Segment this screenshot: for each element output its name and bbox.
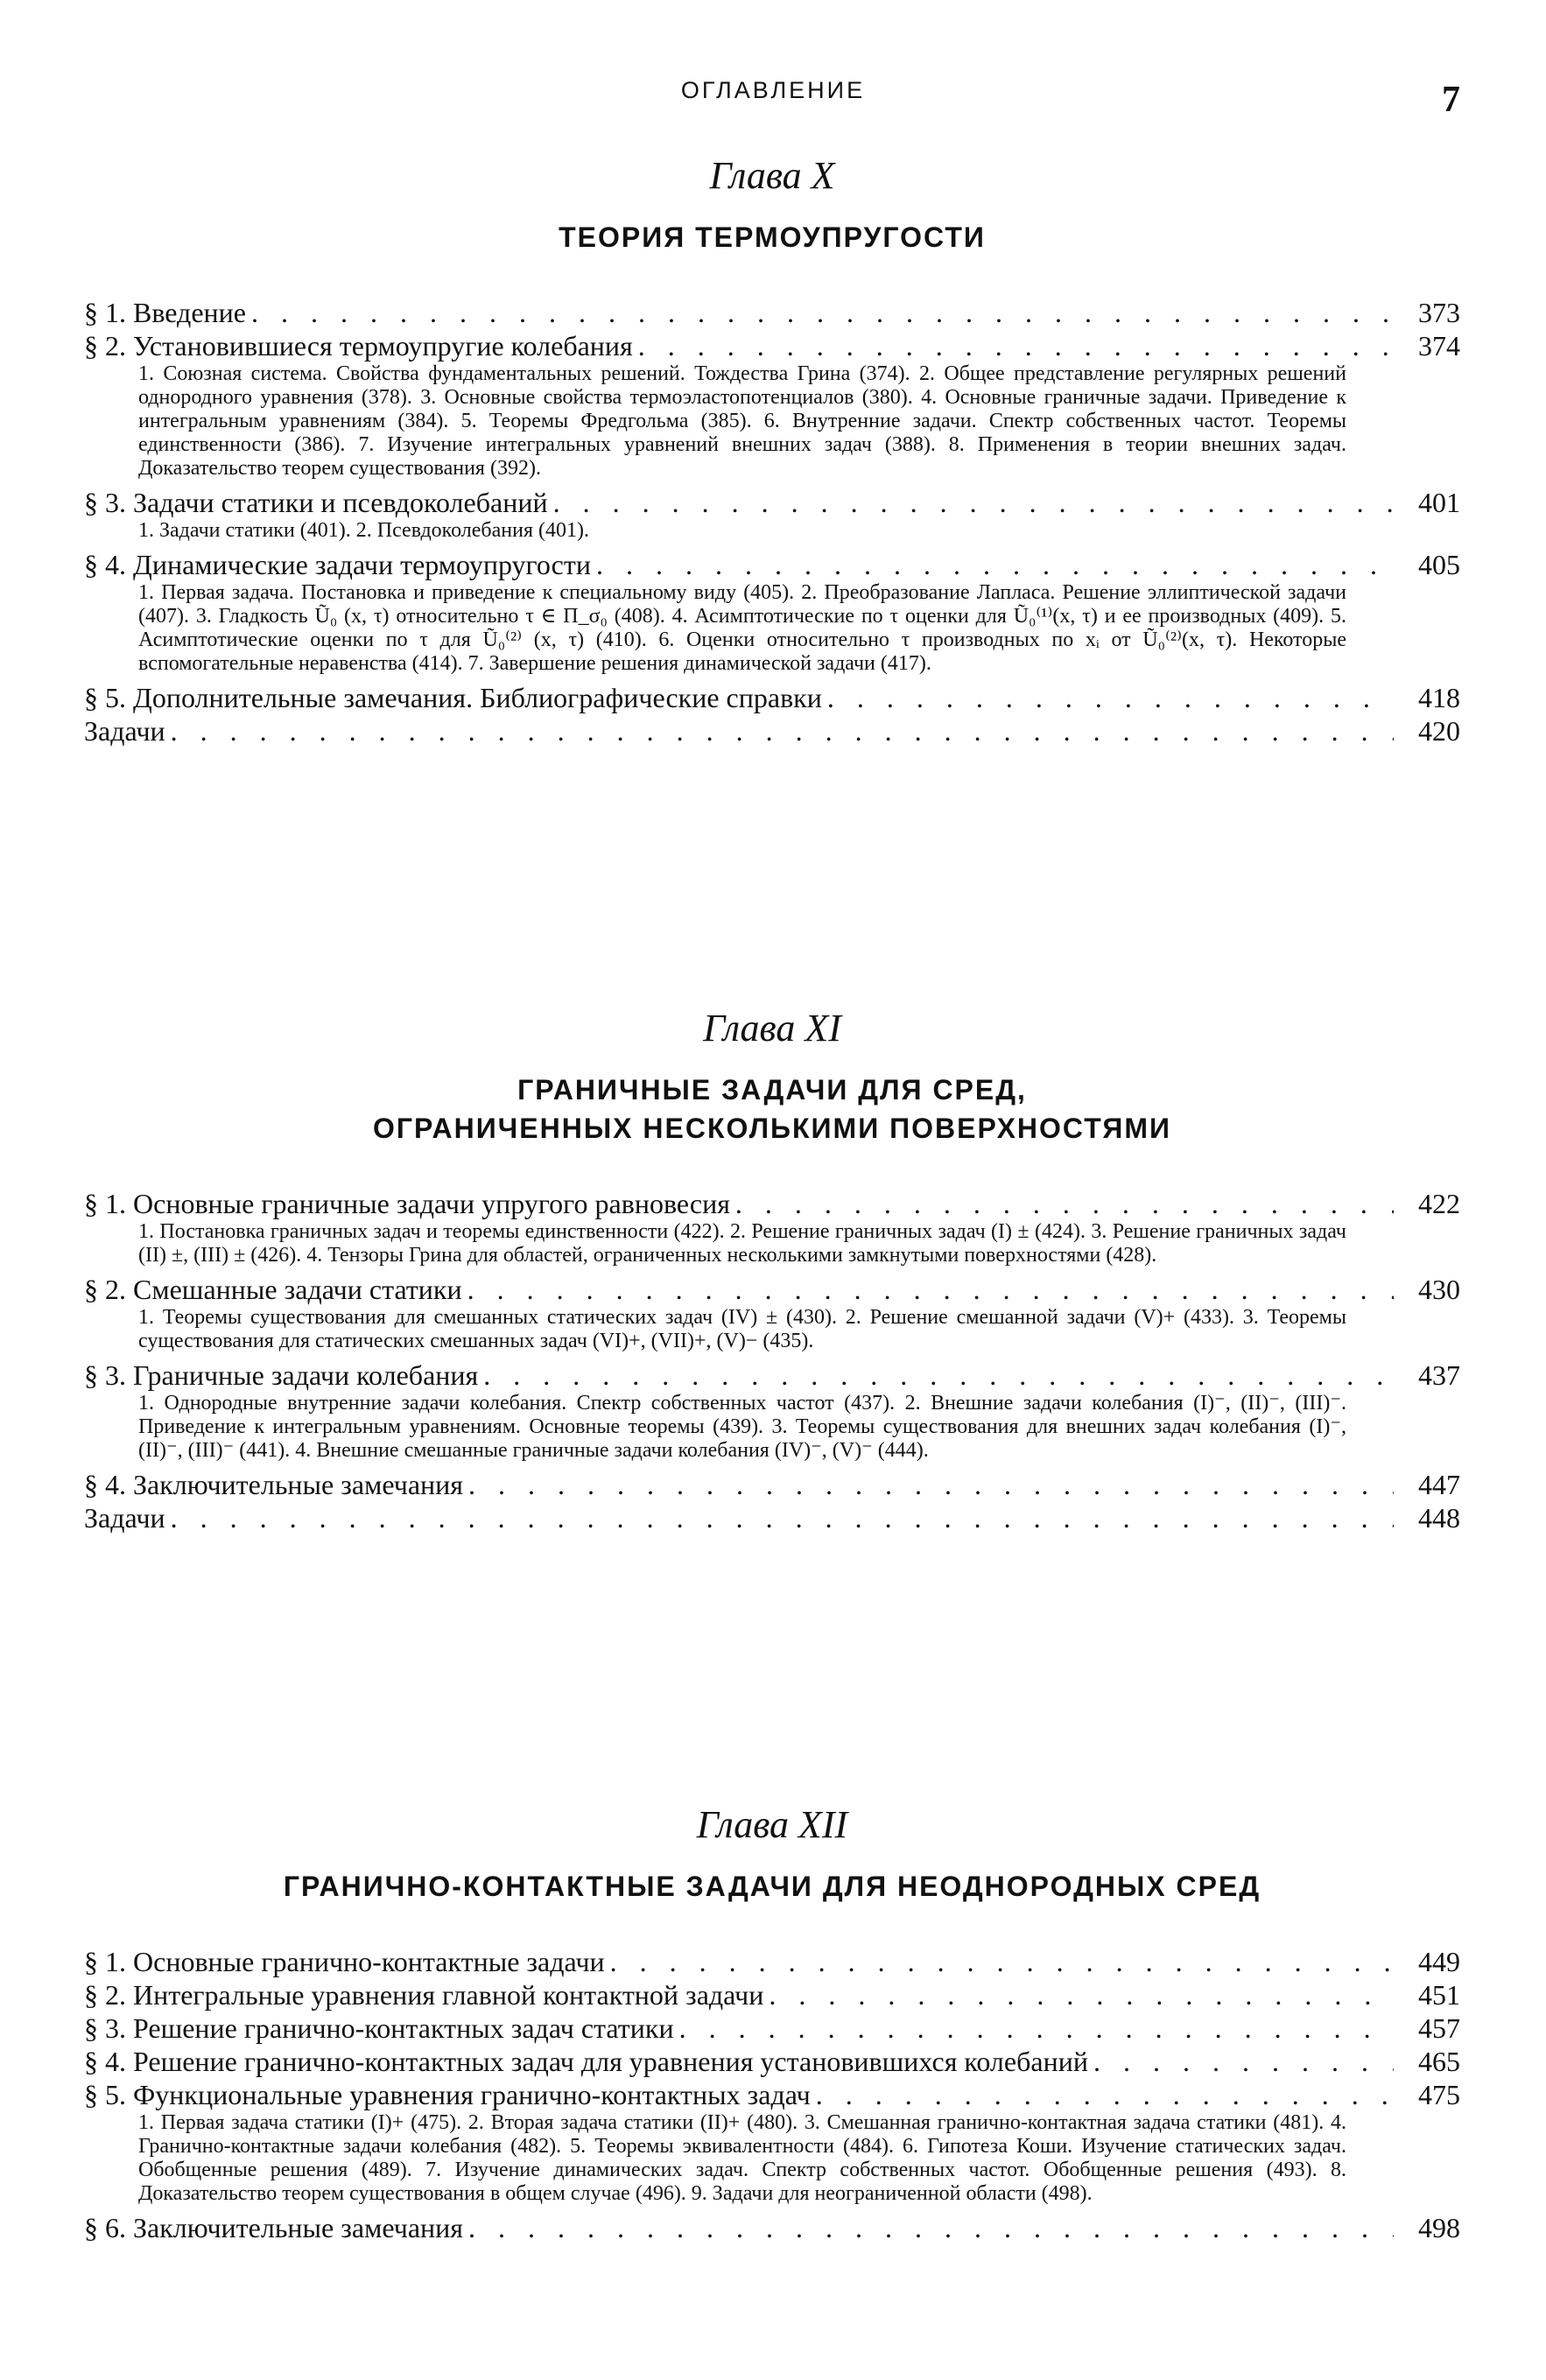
entry-subsections: 1. Постановка граничных задач и теоремы единственности (422). 2. Решение граничных задач (I) ± (424). 3. Решение граничных задач (II) ±, (III) ± (426). 4. Тензоры Грина для областей, ограниченных несколькими замкнутыми поверхностями (428).: [138, 1220, 1346, 1267]
entry-title: § 3. Решение гранично-контактных задач статики: [84, 2012, 674, 2044]
toc-entry[interactable]: [84, 1945, 1460, 1978]
chapter-label: Глава XI: [703, 1007, 841, 1050]
dot-leader: [171, 714, 1394, 748]
toc-entry[interactable]: [84, 1468, 1460, 1501]
toc-entry[interactable]: [84, 1358, 1460, 1392]
chapter-12: [84, 1803, 1460, 2244]
entry-page: 465: [1418, 2046, 1460, 2077]
dot-leader: [827, 681, 1394, 714]
entry-page: 447: [1418, 1469, 1460, 1500]
entry-page: 401: [1418, 487, 1460, 518]
chapter-title-line-2: ОГРАНИЧЕННЫХ НЕСКОЛЬКИМИ ПОВЕРХНОСТЯМИ: [372, 1113, 1171, 1144]
entry-subsections: 1. Первая задача статики (I)+ (475). 2. Вторая задача статики (II)+ (480). 3. Смешанная гранично-контактная задача статики (481). 4. Гранично-контактные задачи колебания (482). 5. Теоремы эквивалентности (484). 6. Гипотеза Коши. Изучение статических задач. Обобщенные решения (489). 7. Изучение динамических задач. Спектр собственных частот. Обобщенные решения (493). 8. Доказательство теорем существования в общем случае (496). 9. Задачи для неограниченной области (498).: [138, 2111, 1346, 2205]
chapter-label: Глава XII: [696, 1803, 848, 1846]
chapter-10: [84, 154, 1460, 748]
entry-page: 498: [1418, 2212, 1460, 2243]
entry-page: 418: [1418, 682, 1460, 713]
entry-subsections: 1. Первая задача. Постановка и приведение к специальному виду (405). 2. Преобразование Лапласа. Решение эллиптической задачи (407). 3. Гладкость Ũ₀ (x, τ) относительно τ ∈ Π_σ₀ (408). 4. Асимптотические по τ оценки для Ũ₀⁽¹⁾(x, τ) и ее производных (409). 5. Асимптотические оценки по τ для Ũ₀⁽²⁾ (x, τ) (410). 6. Оценки относительно τ производных по xᵢ от Ũ₀⁽²⁾(x, τ). Некоторые вспомогательные неравенства (414). 7. Завершение решения динамической задачи (417).: [138, 581, 1347, 675]
toc-entry[interactable]: [84, 714, 1460, 748]
toc-entry[interactable]: [84, 2211, 1460, 2244]
entry-page: 430: [1418, 1274, 1460, 1305]
entry-subsections: 1. Задачи статики (401). 2. Псевдоколебания (401).: [138, 519, 589, 542]
dot-leader: [171, 1501, 1394, 1534]
chapter-title-line-1: ГРАНИЧНЫЕ ЗАДАЧИ ДЛЯ СРЕД,: [517, 1074, 1027, 1106]
toc-entry[interactable]: [84, 1187, 1460, 1220]
toc-entry[interactable]: [84, 2078, 1460, 2111]
entry-page: 448: [1418, 1502, 1460, 1534]
toc-entry[interactable]: [84, 1501, 1460, 1534]
entry-title: Задачи: [84, 715, 165, 747]
dot-leader: [596, 548, 1394, 581]
chapter-entries: [84, 296, 1460, 748]
chapter-11: [84, 1007, 1460, 1534]
page-number: 7: [1442, 80, 1460, 120]
toc-entry[interactable]: [84, 1978, 1460, 2011]
entry-title: § 3. Граничные задачи колебания: [84, 1359, 479, 1391]
dot-leader: [553, 486, 1394, 519]
entry-page: 422: [1418, 1188, 1460, 1219]
entry-subsections: 1. Союзная система. Свойства фундаментальных решений. Тождества Грина (374). 2. Общее представление регулярных решений однородного уравнения (378). 3. Основные свойства термоэластопотенциалов (380). 4. Основные граничные задачи. Приведение к интегральным уравнениям (384). 5. Теоремы Фредгольма (385). 6. Внутренние задачи. Спектр собственных частот. Теоремы единственности (386). 7. Изучение интегральных уравнений внешних задач (388). 8. Применения в теории внешних задач. Доказательство теорем существования (392).: [138, 362, 1346, 480]
chapter-label: Глава X: [709, 154, 835, 197]
entry-page: 437: [1418, 1359, 1460, 1391]
entry-title: § 1. Введение: [84, 297, 246, 328]
entry-page: 420: [1418, 715, 1460, 747]
entry-title: § 6. Заключительные замечания: [84, 2212, 463, 2243]
entry-page: 449: [1418, 1946, 1460, 1977]
dot-leader: [251, 296, 1394, 329]
toc-entry[interactable]: [84, 296, 1460, 329]
dot-leader: [467, 1273, 1394, 1306]
toc-entry[interactable]: [84, 548, 1460, 581]
chapter-title: ТЕОРИЯ ТЕРМОУПРУГОСТИ: [559, 221, 986, 253]
toc-entry[interactable]: [84, 2011, 1460, 2045]
chapter-entries: [84, 1945, 1460, 2244]
toc-entry[interactable]: [84, 486, 1460, 519]
entry-title: § 2. Интегральные уравнения главной контактной задачи: [84, 1979, 764, 2011]
entry-title: § 4. Динамические задачи термоупругости: [84, 549, 591, 580]
entry-page: 451: [1418, 1979, 1460, 2011]
entry-subsections: 1. Теоремы существования для смешанных статических задач (IV) ± (430). 2. Решение смешанной задачи (V)+ (433). 3. Теоремы существования для статических смешанных задач (VI)+, (VII)+, (V)− (435).: [138, 1306, 1346, 1352]
dot-leader: [638, 329, 1394, 362]
dot-leader: [816, 2078, 1394, 2111]
dot-leader: [679, 2011, 1394, 2045]
entry-title: § 4. Заключительные замечания: [84, 1469, 463, 1500]
dot-leader: [468, 1468, 1394, 1501]
entry-title: § 1. Основные граничные задачи упругого равновесия: [84, 1188, 730, 1219]
entry-page: 373: [1418, 297, 1460, 328]
entry-page: 405: [1418, 549, 1460, 580]
entry-page: 374: [1418, 330, 1460, 362]
dot-leader: [483, 1358, 1394, 1392]
dot-leader: [1093, 2045, 1394, 2078]
entry-page: 475: [1418, 2079, 1460, 2110]
dot-leader: [468, 2211, 1394, 2244]
entry-title: § 5. Функциональные уравнения гранично-контактных задач: [84, 2079, 811, 2110]
entry-title: § 4. Решение гранично-контактных задач для уравнения установившихся колебаний: [84, 2046, 1088, 2077]
toc-entry[interactable]: [84, 1273, 1460, 1306]
dot-leader: [610, 1945, 1394, 1978]
entry-title: § 2. Смешанные задачи статики: [84, 1274, 462, 1305]
running-title: ОГЛАВЛЕНИЕ: [680, 77, 866, 103]
dot-leader: [769, 1978, 1394, 2011]
toc-entry[interactable]: [84, 681, 1460, 714]
entry-title: § 3. Задачи статики и псевдоколебаний: [84, 487, 548, 518]
entry-title: § 1. Основные гранично-контактные задачи: [84, 1946, 605, 1977]
entry-title: Задачи: [84, 1502, 165, 1534]
toc-entry[interactable]: [84, 2045, 1460, 2078]
entry-subsections: 1. Однородные внутренние задачи колебания. Спектр собственных частот (437). 2. Внешние задачи колебания (I)⁻, (II)⁻, (III)⁻. Приведение к интегральным уравнениям. Основные теоремы (439). 3. Теоремы существования для внешних задач колебания (I)⁻, (II)⁻, (III)⁻ (441). 4. Внешние смешанные граничные задачи колебания (IV)⁻, (V)⁻ (444).: [138, 1392, 1346, 1462]
entry-page: 457: [1418, 2012, 1460, 2044]
chapter-entries: [84, 1187, 1460, 1534]
chapter-title: ГРАНИЧНО-КОНТАКТНЫЕ ЗАДАЧИ ДЛЯ НЕОДНОРОДНЫХ СРЕД: [283, 1871, 1261, 1902]
dot-leader: [735, 1187, 1394, 1220]
entry-title: § 5. Дополнительные замечания. Библиографические справки: [84, 682, 822, 713]
entry-title: § 2. Установившиеся термоупругие колебания: [84, 330, 633, 362]
toc-entry[interactable]: [84, 329, 1460, 362]
